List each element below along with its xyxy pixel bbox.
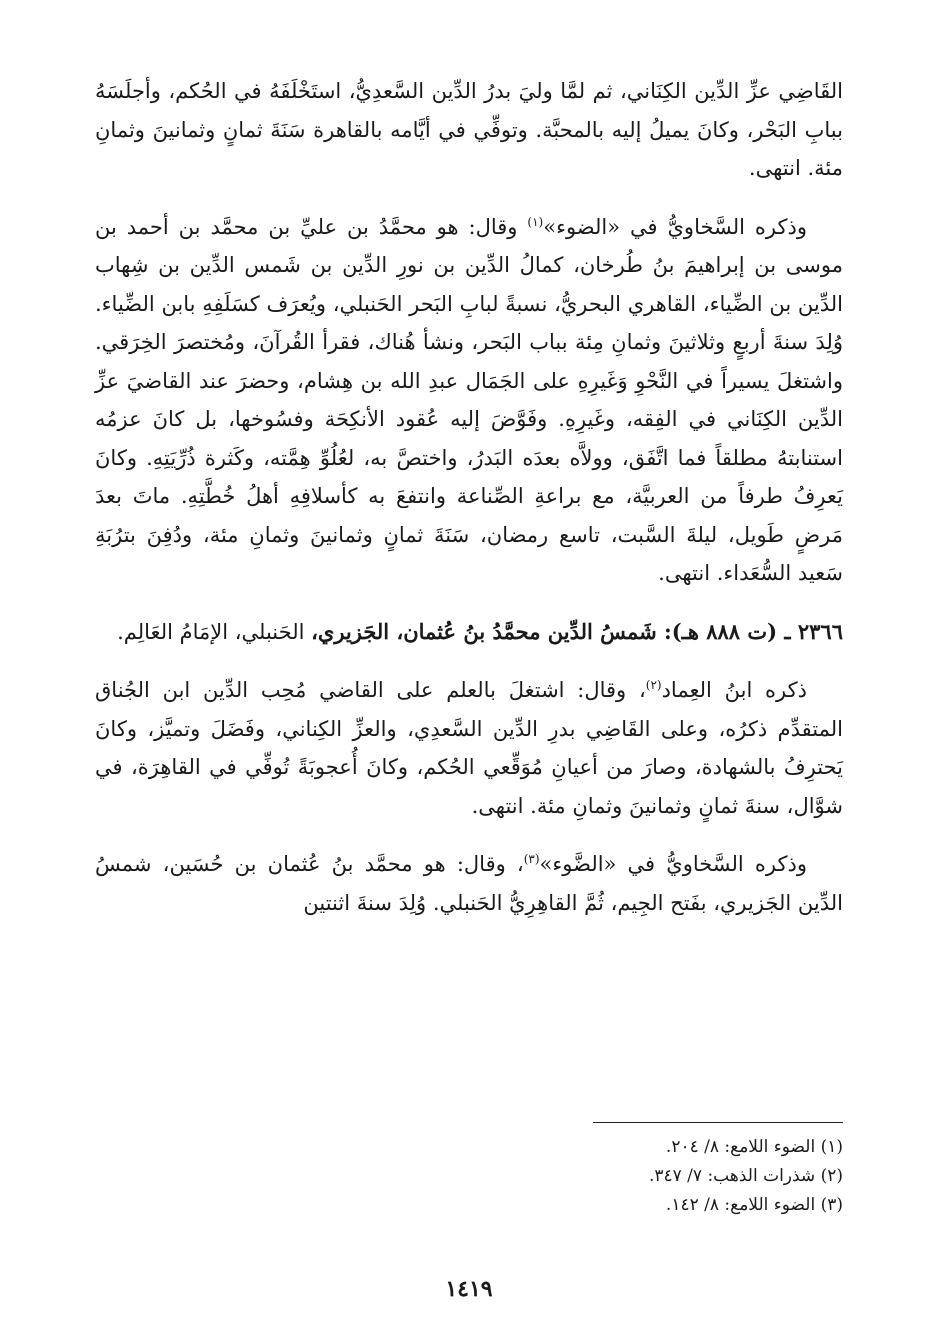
footnote-divider	[593, 1122, 843, 1123]
footnote-ref-1: (١)	[527, 214, 544, 229]
entry-number: ٢٣٦٦ ـ (ت ٨٨٨ هـ):	[656, 618, 843, 644]
paragraph-gap	[95, 825, 843, 845]
footnote-ref-2: (٢)	[645, 678, 662, 692]
entry-heading	[95, 613, 843, 652]
entry-name: شَمسُ الدِّين محمَّدُ بنُ عُثمان، الجَزيري،	[311, 618, 657, 644]
paragraph-1	[95, 72, 843, 188]
paragraph-gap	[95, 188, 843, 208]
paragraph-gap	[95, 651, 843, 671]
paragraph-gap	[95, 593, 843, 613]
paragraph-3-text-rest: ، وقال: اشتغلَ بالعلم على القاضي مُحِب الدِّين ابن الجُناق المتقدِّم ذكرُه، وعلى القَاضِي بدرِ الدِّين السَّعدِي، والعزِّ الكِناني، وفَضَلَ وتميَّز، وكانَ يَحترِفُ بالشهادة، وصارَ من أعيانِ مُوَقِّعي الحُكم، وكانَ أُعجوبَةً تُوفِّي في القاهِرَة، في شوَّال، سنةَ ثمانٍ وثمانينَ وثمانِ مئة. انتهى.	[95, 678, 843, 818]
paragraph-4	[95, 845, 843, 922]
paragraph-3	[95, 671, 843, 825]
paragraph-3-text-start: ذكره ابنُ العِماد	[661, 678, 807, 702]
paragraph-2-text-start: وذكره السَّخاويُّ في «الضوء»	[543, 214, 808, 239]
paragraph-2	[95, 208, 843, 593]
footnote-1: (١) الضوء اللامع: ٨/ ٢٠٤.	[665, 1137, 843, 1157]
footnote-ref-3: (٣)	[523, 852, 540, 866]
paragraph-4-text-rest: ، وقال: هو محمَّد بنُ عُثمان بن حُسَين، شمسُ الدِّين الجَزيري، بفَتح الجِيم، ثُمَّ القاهِرِيُّ الحَنبلي. وُلِدَ سنةَ اثنتين	[95, 852, 843, 915]
footnote-2: (٢) شذرات الذهب: ٧/ ٣٤٧.	[648, 1166, 843, 1186]
paragraph-2-text-rest: وقال: هو محمَّدُ بن عليِّ بن محمَّد بن أحمد بن موسى بن إبراهيمَ بنُ طُرخان، كمالُ الدِّين بن نورِ الدِّين بن شَمس الدِّين بن شِهاب الدِّين بن الضِّياء، القاهري البحريُّ، نسبةً لبابِ البَحر الحَنبلي، ويُعرَف كسَلَفِهِ بابن الضِّياء. وُلِدَ سنةَ أربعٍ وثلاثينَ وثمانِ مِئة بباب البَحر، ونشأ هُناك، فقرأ القُرآنَ، ومُختصرَ الخِرَقي. واشتغلَ يسيراً في النَّحْوِ وَغَيرِهِ على الجَمَال عبدِ الله بن هِشام، وحضرَ عند القاضيَ عزِّ الدِّين الكِنَاني في الفِقه، وغَيرِهِ. وفَوَّضَ إليه عُقود الأنكِحَة وفسُوخها، بل كانَ عزمُه استنابتهُ مطلقاً فما اتَّفَق، وولاَّه بعدَه البَدرُ، واختصَّ به، لعُلُوِّ هِمَّته، وكَثرة ذُرِّيَتِهِ. وكانَ يَعرِفُ طرفاً من العربيَّة، مع براعةِ الصِّناعة وانتفعَ به كأسلافِهِ أهلُ خُطَّتِهِ. ماتَ بعدَ مَرضٍ طَويل، ليلةَ السَّبت، تاسع رمضان، سَنَةَ ثمانٍ وثمانينَ وثمانِ مئة، ودُفِنَ بترُبَةِ سَعيد السُّعَداء. انتهى.	[95, 214, 843, 585]
footnotes	[95, 1133, 843, 1220]
page-number: ١٤١٩	[445, 1276, 493, 1302]
paragraph-4-text-start: وذكره السَّخاويُّ في «الضَّوء»	[539, 852, 808, 876]
footnote-3: (٣) الضوء اللامع: ٨/ ١٤٢.	[665, 1195, 843, 1215]
paragraph-1-text: القَاضِي عزِّ الدِّين الكِنَاني، ثم لمَّا وليَ بدرُ الدِّين السَّعدِيُّ، استَخْلَفَهُ في الحُكم، وأجلَسَهُ ببابِ البَحْر، وكانَ يميلُ إليه بالمحبَّة. وتوفِّي في أيَّامه بالقاهرة سَنَةَ ثمانٍ وثمانينَ وثمانِ مئة. انتهى.	[95, 79, 843, 180]
entry-description: الحَنبلي، الإمَامُ العَالِم.	[117, 619, 312, 644]
